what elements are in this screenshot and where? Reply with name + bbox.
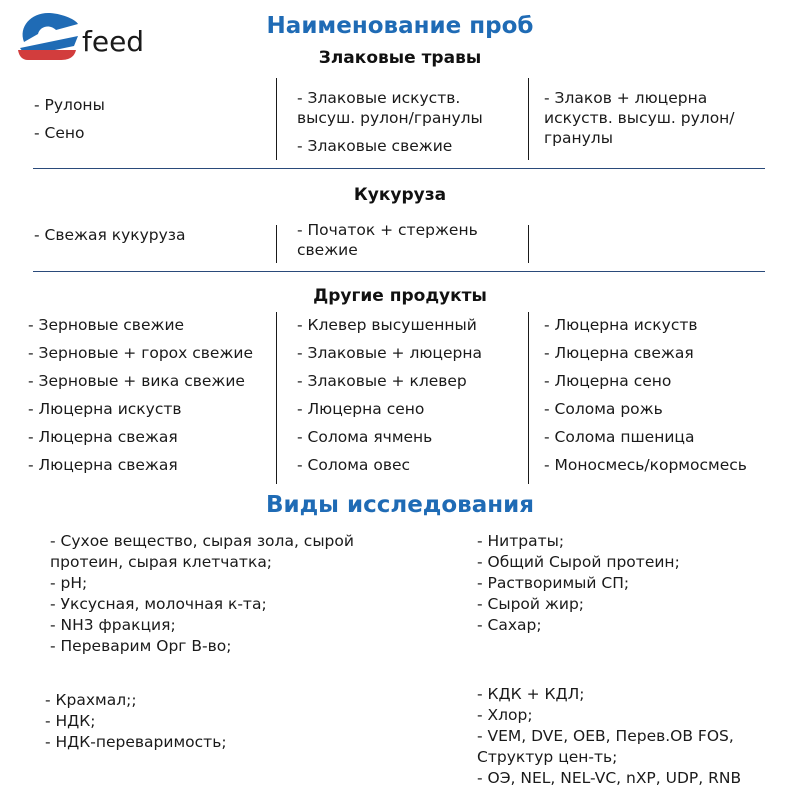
list-item: - Солома овес (297, 456, 411, 474)
product-column-3 (544, 315, 747, 483)
list-item: - Злаковые + клевер (297, 372, 467, 390)
divider (276, 312, 277, 484)
study-item: - Нитраты; (477, 532, 565, 550)
study-block-4 (477, 684, 741, 789)
divider (33, 271, 765, 272)
study-item: - Переварим Орг В-во; (50, 637, 232, 655)
list-item: - Свежая кукуруза (34, 226, 186, 244)
list-item: - Клевер высушенный (297, 316, 477, 334)
list-item: - Зерновые + горох свежие (28, 344, 254, 362)
section-title-other: Другие продукты (313, 286, 487, 306)
product-column-1 (28, 315, 253, 483)
study-item: протеин, сырая клетчатка; (50, 553, 273, 571)
list-item: - Злаковые искуств. высуш. рулон/гранулы (297, 89, 483, 127)
section-title-grass: Злаковые травы (318, 48, 482, 68)
divider (528, 312, 529, 484)
list-item: - Люцерна свежая (544, 344, 694, 362)
section-title-corn: Кукуруза (353, 185, 447, 205)
study-item: - НДК-переваримость; (45, 733, 227, 751)
list-item: - Люцерна искуств (544, 316, 698, 334)
list-item: - Сено (34, 124, 85, 142)
section-title-studies: Виды исследования (265, 492, 535, 518)
logo-wordmark: feed (82, 25, 145, 58)
list-item: - Початок + стержень свежие (297, 221, 478, 259)
list-item: - Зерновые + вика свежие (28, 372, 245, 390)
list-item: - Люцерна сено (544, 372, 672, 390)
divider (528, 225, 529, 263)
list-item: - Солома пшеница (544, 428, 695, 446)
study-item: - Растворимый СП; (477, 574, 630, 592)
study-item: Структур цен-ть; (477, 748, 618, 766)
divider (528, 78, 529, 160)
list-item: - Злаков + люцерна искуств. высуш. рулон/гранулы (544, 89, 735, 147)
list-item: - Люцерна сено (297, 400, 425, 418)
study-item: - Сухое вещество, сырая зола, сырой (50, 532, 354, 550)
list-item: - Солома ячмень (297, 428, 433, 446)
study-item: - Уксусная, молочная к-та; (50, 595, 267, 613)
study-item: - Крахмал;; (45, 691, 137, 709)
study-item: - NH3 фракция; (50, 616, 176, 634)
list-item: - Зерновые свежие (28, 316, 185, 334)
study-item: - Хлор; (477, 706, 533, 724)
study-item: - pH; (50, 574, 88, 592)
study-item: - Сырой жир; (477, 595, 585, 613)
study-block-3 (45, 690, 227, 753)
study-item: - VEM, DVE, OEB, Перев.OB FOS, (477, 727, 734, 745)
list-item: - Злаковые свежие (297, 137, 453, 155)
study-item: - НДК; (45, 712, 96, 730)
divider (33, 168, 765, 169)
divider (276, 78, 277, 160)
list-item: - Люцерна искуств (28, 400, 182, 418)
list-item: - Злаковые + люцерна (297, 344, 482, 362)
study-item: - ОЭ, NEL, NEL-VC, nXP, UDP, RNB (477, 769, 742, 787)
list-item: - Рулоны (34, 96, 105, 114)
study-item: - Общий Сырой протеин; (477, 553, 680, 571)
list-item: - Моносмесь/кормосмесь (544, 456, 747, 474)
study-item: - КДК + КДЛ; (477, 685, 585, 703)
divider (276, 225, 277, 263)
product-column-2 (297, 315, 482, 483)
study-block-1 (50, 531, 354, 657)
page-title: Наименование проб (266, 13, 534, 39)
list-item: - Люцерна свежая (28, 428, 178, 446)
list-item: - Солома рожь (544, 400, 663, 418)
list-item: - Люцерна свежая (28, 456, 178, 474)
study-block-2 (477, 531, 680, 636)
study-item: - Сахар; (477, 616, 542, 634)
